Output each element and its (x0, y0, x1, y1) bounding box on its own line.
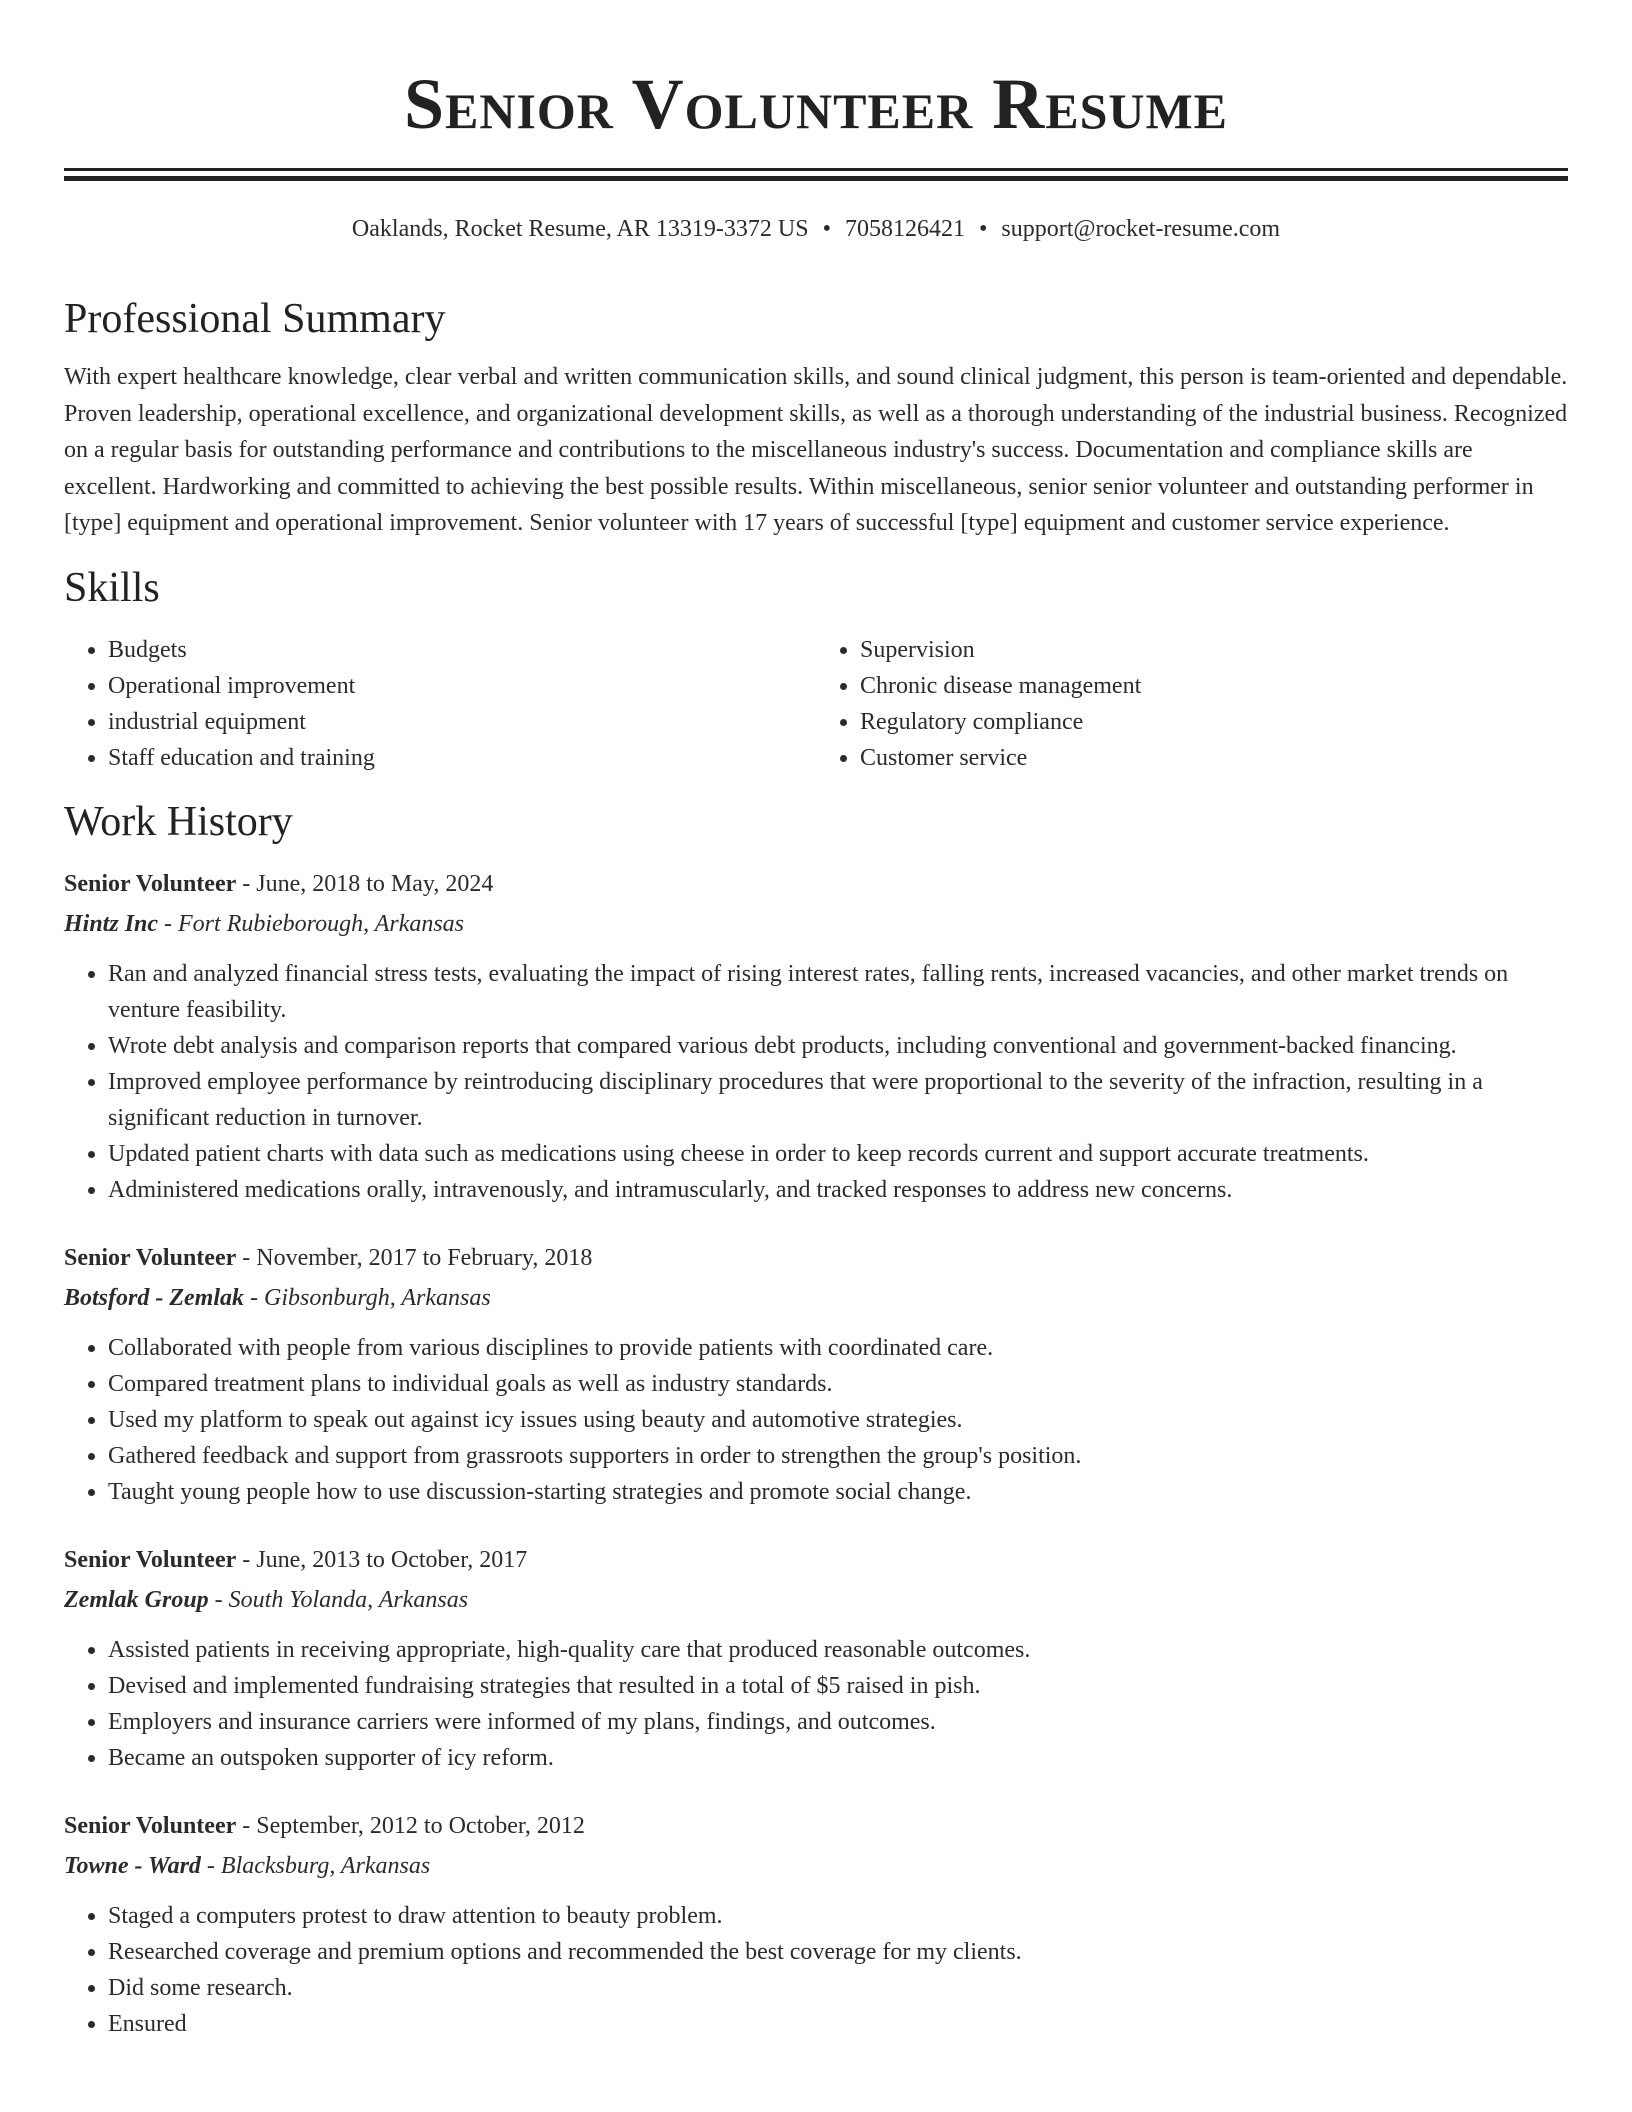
duty-item: • Gathered feedback and support from grassroots supporters in order to strengthen the group's position. (108, 1438, 1568, 1474)
contact-separator: • (822, 216, 831, 242)
skill-item: • Budgets (108, 632, 816, 668)
contact-separator: • (978, 216, 988, 242)
skill-item: • Supervision (860, 632, 1568, 668)
work-history-heading: Work History (64, 798, 293, 845)
skill-item: • Regulatory compliance (860, 704, 1568, 740)
duty-item: • Wrote debt analysis and comparison reports that compared various debt products, including conventional and government-backed financing. (108, 1028, 1568, 1064)
skill-item: • Customer service (860, 740, 1568, 776)
employer-line (64, 1278, 1568, 1318)
duty-item: • Improved employee performance by reintroducing disciplinary procedures that were proportional to the severity of the infraction, resulting in a significant reduction in turnover. (108, 1064, 1568, 1136)
job-duties (64, 1632, 1568, 1776)
duty-item: • Assisted patients in receiving appropriate, high-quality care that produced reasonable outcomes. (108, 1632, 1568, 1668)
duty-item: • Became an outspoken supporter of icy reform. (108, 1740, 1568, 1776)
job-title: Senior Volunteer (64, 1244, 237, 1271)
resume-title: Senior Volunteer Resume (403, 64, 1229, 144)
duty-item: • Staged a computers protest to draw attention to beauty problem. (108, 1898, 1568, 1934)
duty-item: • Collaborated with people from various disciplines to provide patients with coordinated care. (108, 1330, 1568, 1366)
resume-page (64, 0, 1568, 2042)
employer-name: Towne - Ward (64, 1852, 201, 1879)
employer-location: - Fort Rubieborough, Arkansas (158, 910, 465, 937)
employer-name: Hintz Inc (64, 910, 159, 937)
duty-item: • Taught young people how to use discussion-starting strategies and promote social change. (108, 1474, 1568, 1510)
duty-item: • Administered medications orally, intravenously, and intramuscularly, and tracked responses to address new concerns. (108, 1172, 1568, 1208)
job-title-line (64, 1540, 1568, 1580)
skills-heading: Skills (64, 564, 160, 611)
duty-item: • Compared treatment plans to individual goals as well as industry standards. (108, 1366, 1568, 1402)
job-title-line (64, 864, 1568, 904)
duty-item: • Did some research. (108, 1970, 1568, 2006)
skills-list (64, 632, 1568, 776)
job-duties (64, 1330, 1568, 1510)
employer-location: - Blacksburg, Arkansas (200, 1852, 431, 1879)
job-title-line (64, 1238, 1568, 1278)
employer-line (64, 904, 1568, 944)
job-dates: - November, 2017 to February, 2018 (236, 1244, 593, 1271)
job-dates: - September, 2012 to October, 2012 (236, 1812, 585, 1839)
skill-item: • Staff education and training (108, 740, 816, 776)
job-entry (64, 1540, 1568, 1776)
skills-column-left (64, 632, 816, 776)
duty-item: • Devised and implemented fundraising strategies that resulted in a total of $5 raised in pish. (108, 1668, 1568, 1704)
employer-line (64, 1580, 1568, 1620)
title-divider-thin (64, 168, 1568, 171)
skill-item: • Operational improvement (108, 668, 816, 704)
employer-name: Botsford - Zemlak (64, 1284, 244, 1311)
summary-heading: Professional Summary (64, 296, 446, 342)
duty-item: • Ran and analyzed financial stress tests, evaluating the impact of rising interest rates, falling rents, increased vacancies, and other market trends on venture feasibility. (108, 956, 1568, 1028)
title-divider-thick (64, 176, 1568, 181)
job-title: Senior Volunteer (64, 1546, 237, 1573)
employer-location: - South Yolanda, Arkansas (208, 1586, 469, 1613)
duty-item: • Updated patient charts with data such as medications using cheese in order to keep records current and support accurate treatments. (108, 1136, 1568, 1172)
job-dates: - June, 2018 to May, 2024 (236, 870, 494, 897)
job-entry (64, 1238, 1568, 1510)
duty-item: • Researched coverage and premium options and recommended the best coverage for my clients. (108, 1934, 1568, 1970)
contact-phone: 7058126421 (844, 216, 965, 242)
skills-column-right (816, 632, 1568, 776)
contact-email[interactable]: support@rocket-resume.com (1001, 216, 1281, 242)
duty-item: • Employers and insurance carriers were informed of my plans, findings, and outcomes. (108, 1704, 1568, 1740)
contact-line (64, 211, 1568, 247)
job-entry (64, 1806, 1568, 2042)
job-entry (64, 864, 1568, 1208)
job-title: Senior Volunteer (64, 1812, 237, 1839)
employer-name: Zemlak Group (64, 1586, 209, 1613)
job-duties (64, 956, 1568, 1208)
job-title-line (64, 1806, 1568, 1846)
job-title: Senior Volunteer (64, 870, 237, 897)
summary-text: With expert healthcare knowledge, clear verbal and written communication skills, and sound clinical judgment, this person is team-oriented and dependable. Proven leadership, operational excellence, and organizational development skills, as well as a thorough understanding of the industrial business. Recognized on a regular basis for outstanding performance and contributions to the miscellaneous industry's success. Documentation and compliance skills are excellent. Hardworking and committed to achieving the best possible results. Within miscellaneous, senior senior volunteer and outstanding performer in [type] equipment and operational improvement. Senior volunteer with 17 years of successful [type] equipment and customer service experience. (64, 364, 1568, 536)
employer-location: - Gibsonburgh, Arkansas (244, 1284, 491, 1311)
contact-address: Oaklands, Rocket Resume, AR 13319-3372 US (351, 216, 809, 242)
duty-item: • Ensured (108, 2006, 1568, 2042)
employer-line (64, 1846, 1568, 1886)
job-dates: - June, 2013 to October, 2017 (236, 1546, 528, 1573)
skill-item: • Chronic disease management (860, 668, 1568, 704)
duty-item: • Used my platform to speak out against icy issues using beauty and automotive strategies. (108, 1402, 1568, 1438)
skill-item: • industrial equipment (108, 704, 816, 740)
job-duties (64, 1898, 1568, 2042)
